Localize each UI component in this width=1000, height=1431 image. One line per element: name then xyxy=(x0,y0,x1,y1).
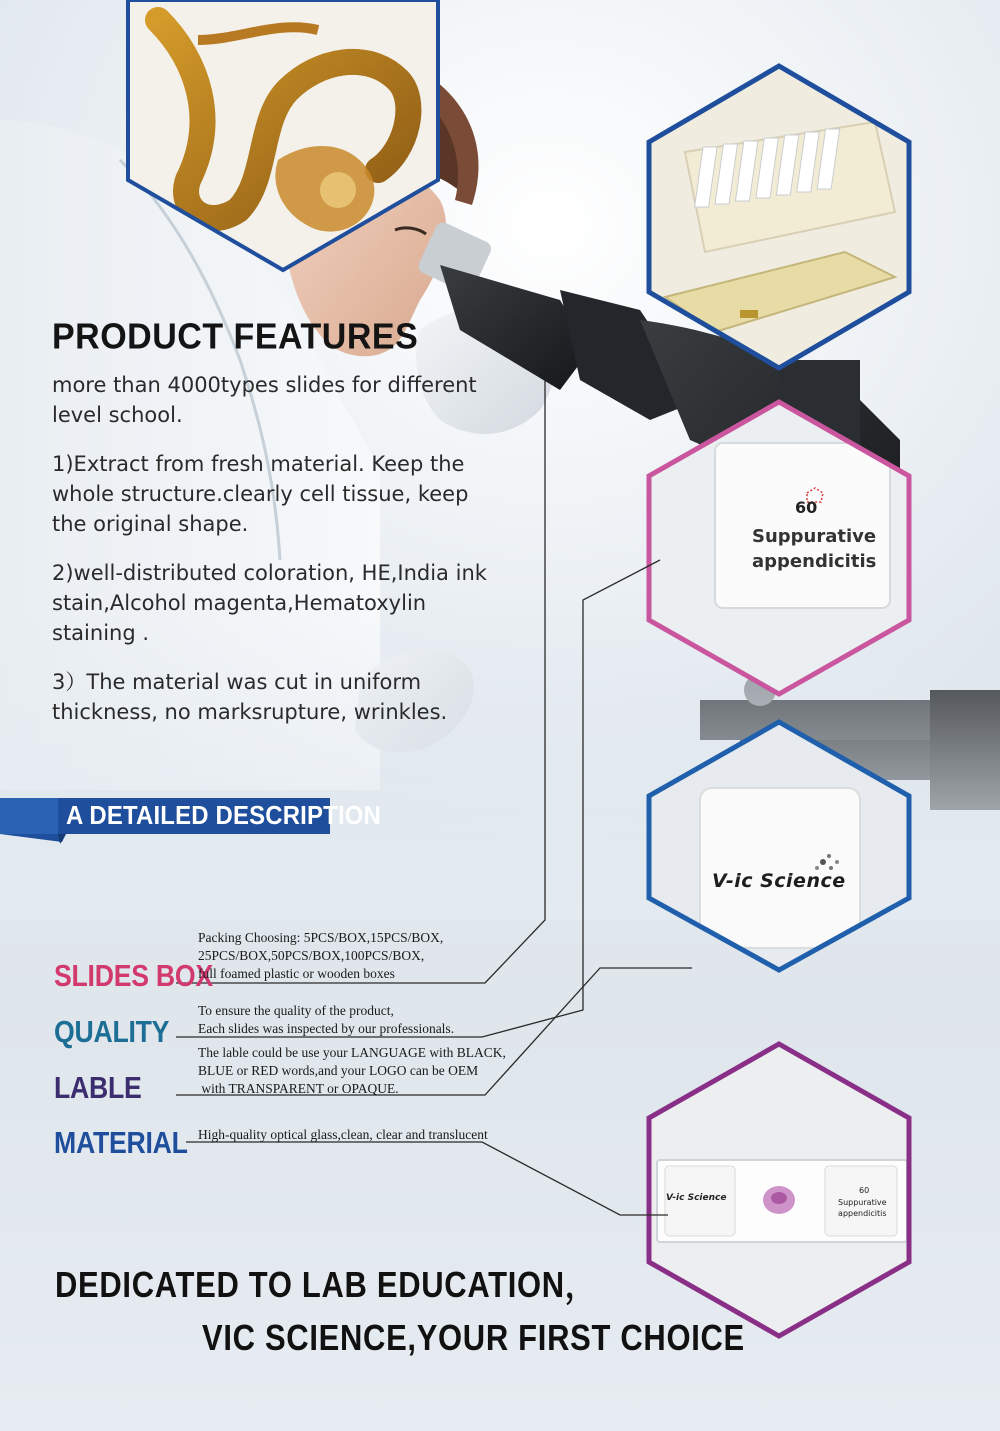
desc-line: full foamed plastic or wooden boxes xyxy=(198,966,395,981)
desc-line: Each slides was inspected by our professionals. xyxy=(198,1021,455,1036)
features-line: 2)well-distributed coloration, HE,India ink xyxy=(52,561,487,585)
slides-box-description xyxy=(198,929,443,983)
brand-logo: V-ic Science xyxy=(712,870,846,892)
features-intro xyxy=(52,370,522,430)
material-description xyxy=(198,1126,488,1144)
detailed-description-banner: A DETAILED DESCRIPTION xyxy=(66,800,382,830)
features-line: level school. xyxy=(52,403,183,427)
desc-line: To ensure the quality of the product, xyxy=(198,1003,394,1018)
product-features-title: PRODUCT FEATURES xyxy=(52,317,419,357)
quality-description xyxy=(198,1002,454,1038)
desc-line: BLUE or RED words,and your LOGO can be OEM xyxy=(198,1063,479,1078)
category-lable: LABLE xyxy=(54,1070,142,1105)
features-line: staining . xyxy=(52,621,150,645)
features-line: 3）The material was cut in uniform xyxy=(52,670,422,694)
features-line: thickness, no marksrupture, wrinkles. xyxy=(52,700,448,724)
slide-brand: V-ic Science xyxy=(666,1193,727,1203)
desc-line: with TRANSPARENT or OPAQUE. xyxy=(198,1081,399,1096)
label-text-line: Suppurative xyxy=(752,526,877,547)
feature-point-1 xyxy=(52,449,522,539)
slogan-line-2: VIC SCIENCE,YOUR FIRST CHOICE xyxy=(202,1317,745,1358)
feature-point-3 xyxy=(52,667,522,727)
slogan-line-1: DEDICATED TO LAB EDUCATION， xyxy=(55,1264,597,1305)
slide-text-line: Suppurative xyxy=(838,1198,887,1207)
features-line: whole structure.clearly cell tissue, keep xyxy=(52,482,469,506)
label-number: 60 xyxy=(795,498,818,517)
features-line: stain,Alcohol magenta,Hematoxylin xyxy=(52,591,427,615)
desc-line: Packing Choosing: 5PCS/BOX,15PCS/BOX, xyxy=(198,930,444,945)
features-line: 1)Extract from fresh material. Keep the xyxy=(52,452,465,476)
slide-number: 60 xyxy=(859,1186,870,1195)
desc-line: The lable could be use your LANGUAGE with BLACK, xyxy=(198,1045,506,1060)
features-line: the original shape. xyxy=(52,512,249,536)
category-quality: QUALITY xyxy=(54,1014,170,1049)
category-slides-box: SLIDES BOX xyxy=(54,958,213,993)
features-line: more than 4000types slides for different xyxy=(52,373,477,397)
category-material: MATERIAL xyxy=(54,1125,188,1160)
slide-text-line: appendicitis xyxy=(838,1209,887,1218)
lable-description xyxy=(198,1044,506,1098)
label-text-line: appendicitis xyxy=(752,551,877,572)
feature-point-2 xyxy=(52,558,522,648)
desc-line: 25PCS/BOX,50PCS/BOX,100PCS/BOX, xyxy=(198,948,425,963)
desc-line: High-quality optical glass,clean, clear and translucent xyxy=(198,1127,488,1142)
